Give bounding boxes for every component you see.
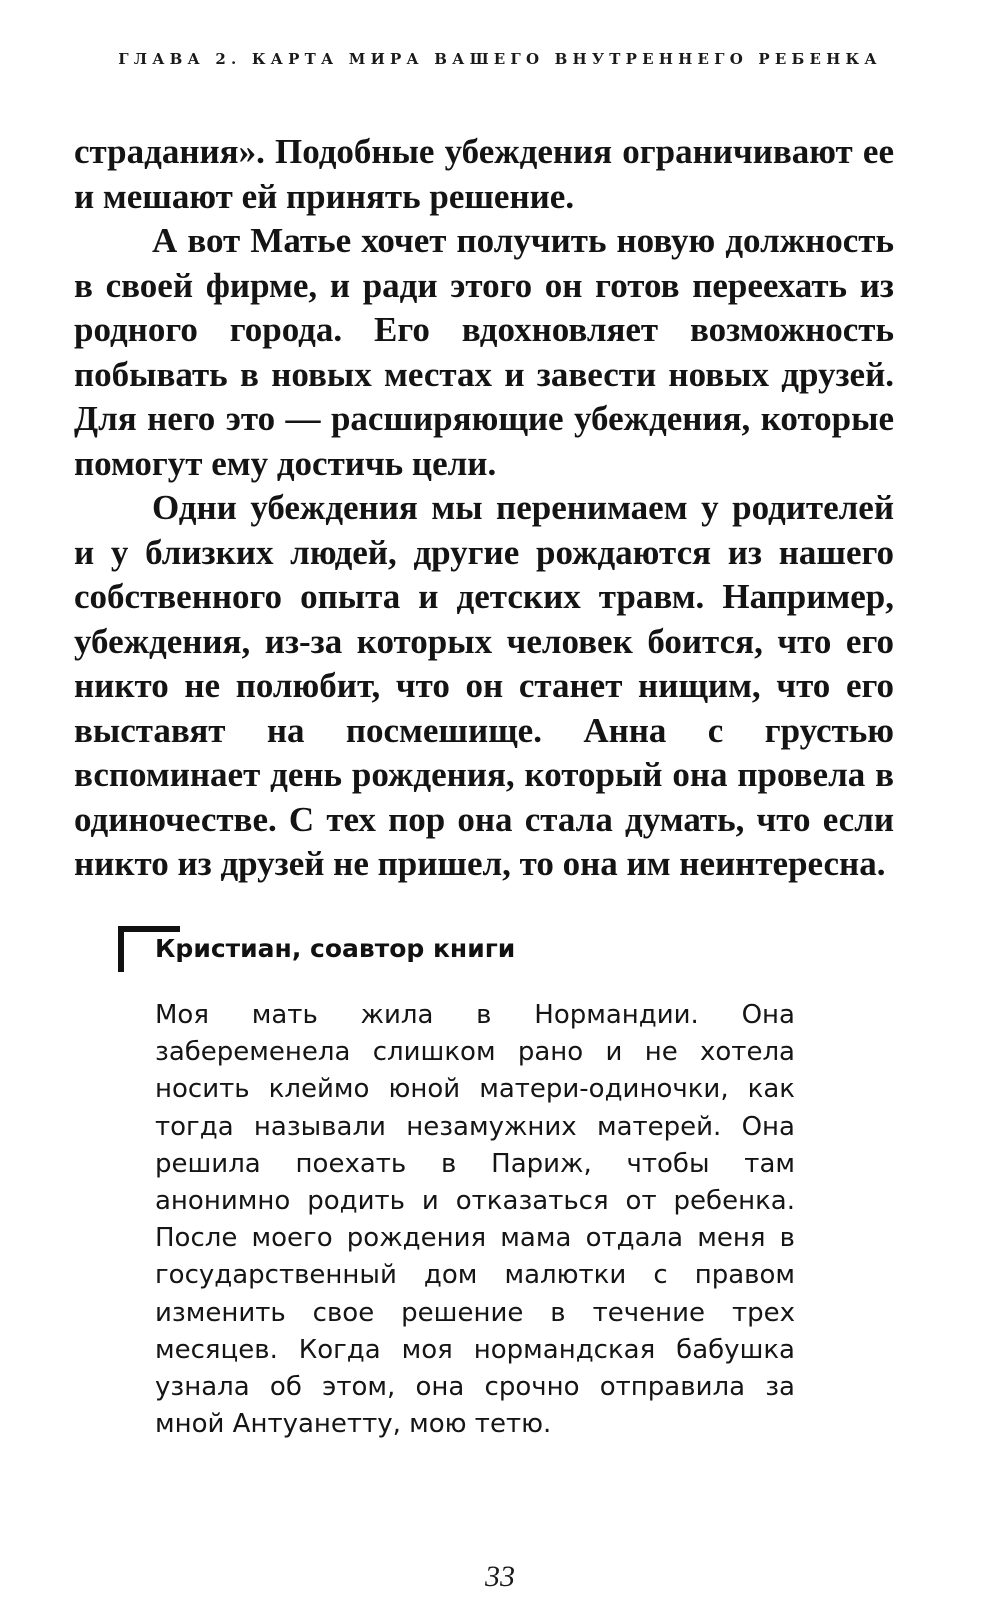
paragraph: Одни убеждения мы перенимаем у родителей и у близких людей, другие рождаются из нашего собственного опыта и детских травм. Например, убеждения, из-за которых человек боится, что его никто не полюбит, что он станет нищим, что его выставят на посмешище. Анна с грустью вспоминает день рождения, который она провела в одиночестве. С тех пор она стала думать, что если никто из друзей не пришел, то она им неинтересна. xyxy=(74,488,894,883)
running-head: ГЛАВА 2. КАРТА МИРА ВАШЕГО ВНУТРЕННЕГО РЕБЕНКА xyxy=(118,50,882,68)
page-number: 33 xyxy=(485,1560,515,1593)
paragraph: А вот Матье хочет получить новую должность в своей фирме, и ради этого он готов переехать из родного города. Его вдохновляет возможность побывать в новых местах и завести новых друзей. Для него это — расширяющие убеждения, которые помогут ему достичь цели. xyxy=(74,221,894,483)
sidebar-title: Кристиан, соавтор книги xyxy=(155,934,516,963)
main-text xyxy=(74,130,894,887)
sidebar-text: Моя мать жила в Нормандии. Она забеременела слишком рано и не хотела носить клеймо юной матери-одиночки, как тогда называли незамужних матерей. Она решила поехать в Париж, чтобы там анонимно родить и отказаться от ребенка. После моего рождения мама отдала меня в государственный дом малютки с правом изменить свое решение в течение трех месяцев. Когда моя нормандская бабушка узнала об этом, она срочно отправила за мной Антуанетту, мою тетю. xyxy=(155,1000,795,1440)
paragraph: страдания». Подобные убеждения ограничивают ее и мешают ей принять решение. xyxy=(74,132,894,216)
